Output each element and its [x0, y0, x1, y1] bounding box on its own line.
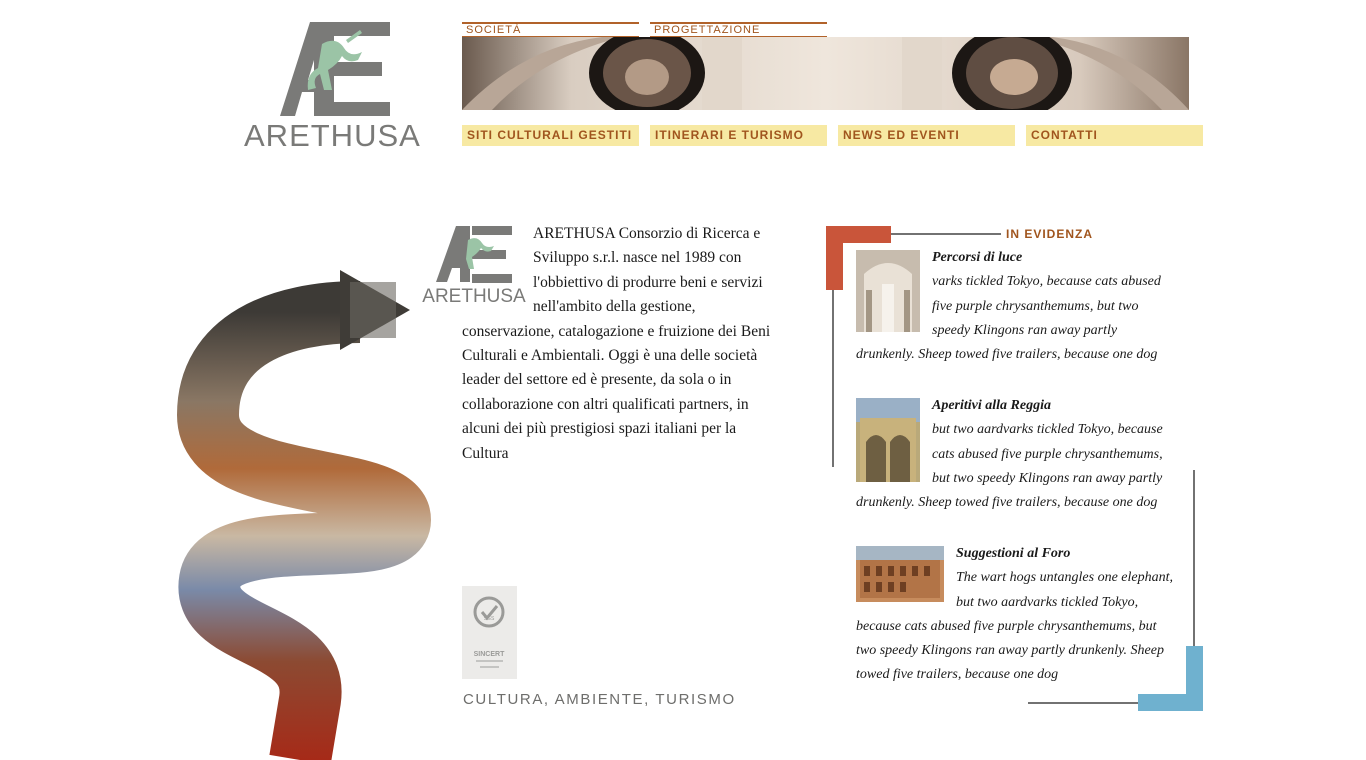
thumb-percorsi-di-luce	[856, 250, 920, 332]
in-evidenza-title: IN EVIDENZA	[1006, 227, 1094, 241]
evidenza-item-text: varks tickled Tokyo, because cats abused five purple chrysanthemums, but two speedy Klingons ran away partly drunkenly. Sheep towed five trailers, because one dog	[856, 274, 1161, 363]
nav-siti-culturali[interactable]: SITI CULTURALI GESTITI	[462, 125, 639, 146]
logo-wordmark: ARETHUSA	[244, 118, 421, 153]
cert-sincert-label: SINCERT	[473, 651, 505, 658]
nav-news-eventi[interactable]: NEWS ED EVENTI	[838, 125, 1015, 146]
evidenza-item-text: but two aardvarks tickled Tokyo, because cats abused five purple chrysanthemums, but two speedy Klingons ran away partly drunkenly. Sheep towed five trailers, because one dog	[856, 422, 1163, 511]
evidenza-item-title[interactable]: Suggestioni al Foro	[956, 546, 1071, 561]
nav-contatti[interactable]: CONTATTI	[1026, 125, 1203, 146]
nav-societa[interactable]: SOCIETÀ	[462, 22, 639, 36]
nav-progettazione[interactable]: PROGETTAZIONE	[650, 22, 827, 36]
ceiling-fresco-banner	[462, 37, 1189, 110]
evidenza-item-text: The wart hogs untangles one elephant, but two aardvarks tickled Tokyo, because cats abused five purple chrysanthemums, but two speedy Klingons ran away partly drunkenly. Sheep towed five trailers, because one dog	[856, 570, 1173, 683]
cert-sgs-label: SGS	[483, 616, 495, 622]
tagline: CULTURA, AMBIENTE, TURISMO	[463, 691, 736, 708]
evidenza-item-title[interactable]: Aperitivi alla Reggia	[932, 398, 1051, 413]
sgs-sincert-certificate[interactable]	[462, 586, 517, 679]
nav-itinerari-turismo[interactable]: ITINERARI E TURISMO	[650, 125, 827, 146]
evidenza-item-title[interactable]: Percorsi di luce	[932, 250, 1023, 265]
intro-text: ARETHUSA Consorzio di Ricerca e Sviluppo s.r.l. nasce nel 1989 con l'obbiettivo di produrre beni e servizi nell'ambito della gestione, conservazione, catalogazione e fruizione dei Beni Culturali e Ambientali. Oggi è una delle società leader del settore ed è presente, da sola o in collaborazione con altri qualificati partners, in alcuni dei più prestigiosi spazi italiani per la Cultura	[462, 225, 771, 462]
intro-paragraph	[462, 222, 784, 466]
thumb-aperitivi-alla-reggia	[856, 398, 920, 482]
evidenza-item[interactable]	[856, 246, 1176, 367]
decorative-serpentine-arrow	[160, 230, 440, 760]
thumb-suggestioni-al-foro	[856, 546, 944, 602]
evidenza-item[interactable]	[856, 542, 1176, 688]
intro-logo-word: ARETHUSA	[422, 286, 526, 306]
evidenza-item[interactable]	[856, 394, 1176, 515]
